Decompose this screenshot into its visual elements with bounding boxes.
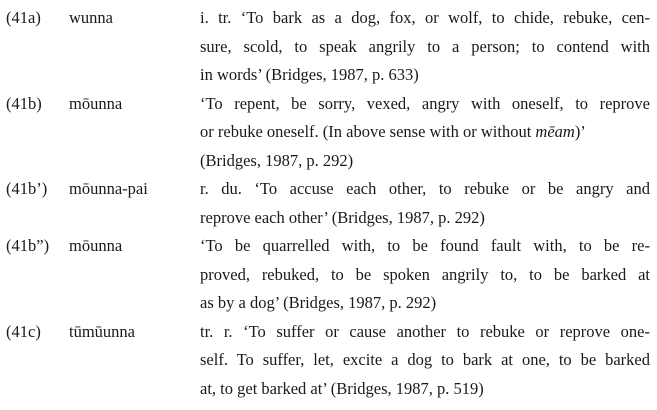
definition-text: )’ [574, 122, 586, 141]
headword: tūmūunna [69, 321, 135, 341]
definition-line: ‘To be quarrelled with, to be found fault with, to be re- [200, 236, 650, 255]
definition [200, 232, 650, 318]
headword: mōunna [69, 93, 123, 113]
definition-line: proved, rebuked, to be spoken angrily to, to be barked at [200, 264, 650, 284]
definition-line: at, to get barked at’ (Bridges, 1987, p. 519) [200, 378, 484, 398]
definition-text: or rebuke oneself. (In above sense with or without [200, 122, 536, 141]
definition-line: i. tr. ‘To bark as a dog, fox, or wolf, to chide, rebuke, cen- [200, 8, 650, 27]
example-number: (41c) [6, 321, 41, 341]
example-number: (41b’) [6, 179, 48, 198]
italic-term: mēam [535, 122, 575, 141]
headword: mōunna [69, 236, 123, 255]
definition-line: r. du. ‘To accuse each other, to rebuke or be angry and [200, 179, 650, 198]
definition [200, 318, 650, 404]
definition-line: tr. r. ‘To suffer or cause another to rebuke or reprove one- [200, 321, 650, 341]
definition-line: in words’ (Bridges, 1987, p. 633) [200, 65, 419, 84]
definition-line [200, 118, 650, 147]
definition [200, 90, 650, 176]
example-number: (41b”) [6, 236, 50, 255]
definition [200, 4, 650, 90]
definition [200, 175, 650, 232]
headword: wunna [69, 8, 113, 27]
definition-line: ‘To repent, be sorry, vexed, angry with oneself, to reprove [200, 93, 650, 113]
example-number: (41a) [6, 8, 41, 27]
headword: mōunna-pai [69, 179, 148, 198]
definition-line: as by a dog’ (Bridges, 1987, p. 292) [200, 293, 437, 312]
definition-line: reprove each other’ (Bridges, 1987, p. 292) [200, 207, 485, 227]
example-number: (41b) [6, 93, 42, 113]
definition-line: (Bridges, 1987, p. 292) [200, 150, 354, 170]
definition-line: self. To suffer, let, excite a dog to bark at one, to be barked [200, 350, 650, 369]
definition-line: sure, scold, to speak angrily to a person; to contend with [200, 36, 650, 56]
